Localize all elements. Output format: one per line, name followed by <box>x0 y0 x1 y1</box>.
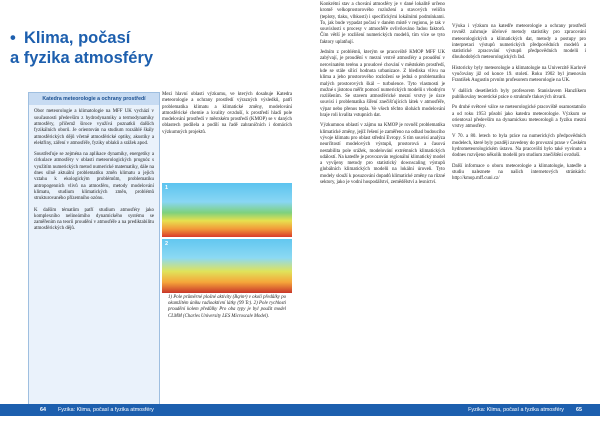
title-line-2: a fyzika atmosféry <box>10 49 154 67</box>
page-number-right: 65 <box>576 407 582 413</box>
department-sidebar <box>28 92 160 408</box>
sidebar-paragraph: K dalším tématům patří studium atmosféry jako komplexního nelineárního dynamického systému se zaměřením na teorii proudění v atmosféře a na prediktabilitu atmosférických dějů. <box>34 207 154 232</box>
page-title <box>10 28 160 68</box>
right-column-1 <box>320 2 445 190</box>
footer-left <box>0 404 300 416</box>
body-paragraph: Výuka i výzkum na katedře meteorologie a ochrany prostředí rovněž zahrnuje účelové metody statistiky pro zpracování meteorologických a klimatických dat, metody a postupy pro interpretaci výstupů numerických předpovědních modelů a statistické zpracování výstupů předpovědních modelů i dlouhodobých meteorologických řad. <box>452 24 586 61</box>
footer-right <box>300 404 600 416</box>
figure-panel-1 <box>162 183 292 237</box>
footer-title-left: Fyzika: Klima, počasí a fyzika atmosféry <box>58 407 154 413</box>
body-paragraph: V dalších desetiletích byly profesorem Stanislavem Hanzlíkem publikovány teoretické práce o struktuře tlakových útvarů. <box>452 88 586 100</box>
body-paragraph: Historicky byly meteorologie a klimatologie na Univerzitě Karlově vyučovány již od konce 19. století. Roku 1902 byl jmenován František Augustin prvním profesorem meteorologie na UK. <box>452 65 586 84</box>
right-column-2 <box>452 24 586 187</box>
sidebar-heading: Katedra meteorologie a ochrany prostředí <box>29 93 159 105</box>
body-paragraph: Výzkumnou oblastí v zájmu na KMOP je rovněž problematika klimatické změny, jejíž řešení je zaměřeno na odhad budoucího vývoje klimatu pro oblast střední Evropy. S tím souvisí analýza neurčitostí modelových výstupů, prostorová a časová nestabilita pole srážek, modelování extrémních klimatických událostí. Na katedře je provozován regionální klimatický model a vyvíjeny metody pro statistický downscaling výstupů globálních klimatických modelů na lokální úroveň. Tyto modely slouží k posuzování dopadů klimatické změny na různé sektory, jako je vodní hospodářství, zemědělství a lesnictví. <box>320 123 445 186</box>
body-paragraph: Konkrétní stav a chování atmosféry je v dané lokalitě určeno kromě velkoprostorového rozložení a stavových veličin (teploty, tlaku, vlhkosti) i specifickými lokálními podmínkami. To, jak bude vypadat počasí v daném místě v regionu, je tak v souvislosti s procesy v atmosféře ovlivňováno řadou faktorů. Čím větší je rozlišení numerických modelů, tím více se tyto faktory uplatňují. <box>320 2 445 45</box>
page-number-left: 64 <box>40 407 46 413</box>
sidebar-body <box>29 105 159 241</box>
body-paragraph: Další informace o oboru meteorologie a klimatologie, katedře a studiu naleznete na našich internetových stránkách: http://kmop.mff.cuni.cz/ <box>452 163 586 182</box>
body-paragraph: V 70. a 80. letech to byla práce na numerických předpovědních modelech, které byly později zavedeny do provozní praxe v Českém hydrometeorologickém ústavu. Na pracovišti bylo také vyvinuto a dodnes rozvíjeno několik modelů pro studium znečištění ovzduší. <box>452 134 586 159</box>
figure-label-2: 2 <box>165 241 169 247</box>
figure-caption: 1) Pole průměrné plošné aktivity (Bq/m²) v okolí předůlky po okamžitém úniku radioaktivní látky (99 Tc). 2) Pole rychlosti proudění kolem předůlky Pro oba typy je byl použit model CLMM (Charles University LES Microscale Model). <box>168 295 286 319</box>
body-paragraph: Jedním z problémů, kterým se pracoviště KMOP MFF UK zabývají, je proudění v mezní vrstvě atmosféry a proudění v nerovinatém terénu a proudové chování v městském prostředí, kde se stále sílící hodnota urbanizace. Z hlediska vlivu na klima a jeho prostorového rozložení se jedná o problematiku malých prostorových škál – turbulence. Tyto vlastnosti je možné s jistotou měřit pomocí numerických modelů s vhodným rozlišením. Se stavem atmosférické mezní vrstvy je úzce souvisí i problematika šíření znečišťujících látek v atmosféře, výpar nebo přenos tepla. Ve všech těchto úlohách modelování hraje roli kvalita vstupních dat. <box>320 50 445 119</box>
figure-label-1: 1 <box>165 185 169 191</box>
body-paragraph: Mezi hlavní oblasti výzkumu, ve kterých dosahuje Katedra meteorologie a ochrany prostředí výrazných výsledků, patří problematika klimatu a klimatické změny, modelování atmosférické chemie a kvality ovzduší, k prostředí hladí pole modelování prostředí v městském prostředí (KMOP) se v daných oblastech podílela a podílí na řadě zahraničních i domácích výzkumných projektů. <box>162 92 292 135</box>
title-line-1: Klima, počasí <box>24 29 131 47</box>
figure-panel-2 <box>162 239 292 293</box>
footer-title-right: Fyzika: Klima, počasí a fyzika atmosféry <box>468 407 564 413</box>
right-page <box>300 0 600 427</box>
simulation-figure <box>162 183 292 293</box>
title-bullet: • <box>10 29 16 47</box>
sidebar-paragraph: Obor meteorologie a klimatologie na MFF UK vychází v současnosti především z hydrodynamiky a termodynamiky atmosféry, přičemž široce využívá poznatků dalších fyzikálních oborů. Je orientován na studium rozsáhlé škály atmosférických dějů včetně atmosférické optiky, akustiky a elektřiny, záření v atmosféře, fyziky oblaků a srážek apod. <box>34 109 154 146</box>
sidebar-paragraph: Soustřeďuje se zejména na aplikace dynamiky, energetiky a cirkulace atmosféry v oblasti meteorologických prognóz s využitím numerických metod numerické matematiky, dále na dnes silně aktuální problematiku změn klimatu a jejich vztahu k ekologickým problémům, problematiku antropogenních vlivů na atmosféru, metody modelování klimatu, studium klimatických změn, problémů strukturovaného přízemního ozónu. <box>34 152 154 202</box>
left-column-2 <box>162 92 292 140</box>
body-paragraph: Po druhé světové válce se meteorologické pracoviště osamostatnilo a od roku 1953 působí jako katedra meteorologie. Výzkum se orientoval především na dynamickou meteorologii a fyziku mezní vrstvy atmosféry. <box>452 105 586 130</box>
